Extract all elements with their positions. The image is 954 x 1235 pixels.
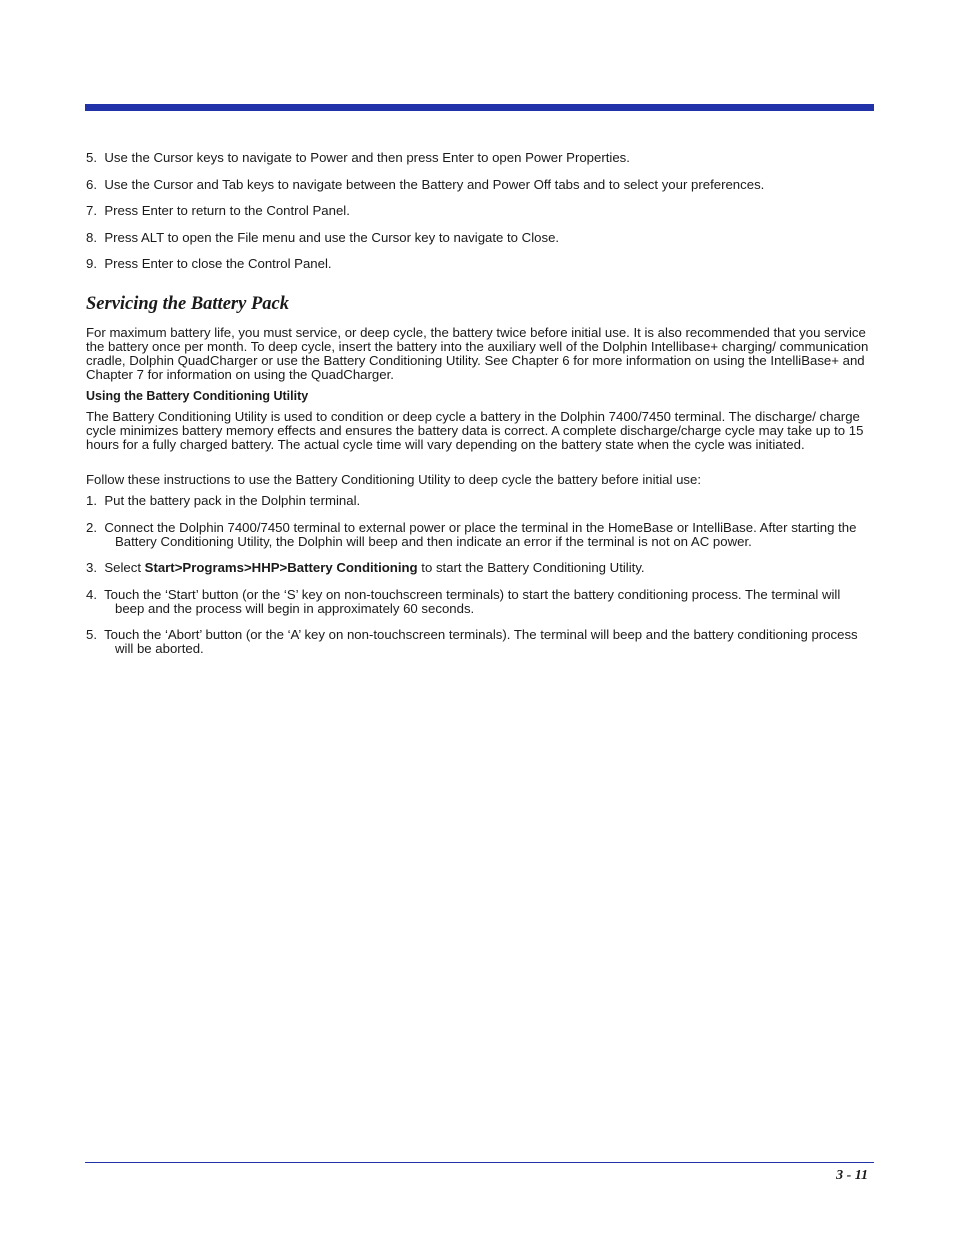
step-number: 9. [86,256,97,271]
subheading: Using the Battery Conditioning Utility [86,389,309,403]
step-9 [86,257,872,271]
step-text: Press ALT to open the File menu and use the Cursor key to navigate to Close. [104,230,560,245]
step-text: Connect the Dolphin 7400/7450 terminal to external power or place the terminal in the HomeBase or IntelliBase. After starting the Battery Conditioning Utility, the Dolphin will beep and then indicate an error if the terminal is not on AC power. [104,520,857,549]
step-number: 8. [86,230,97,245]
step-number: 5. [86,627,97,642]
step-text: Press Enter to return to the Control Panel. [104,203,350,218]
step-number: 2. [86,520,97,535]
step-5 [86,151,872,165]
step-text: Touch the ‘Start’ button (or the ‘S’ key on non-touchscreen terminals) to start the battery conditioning process. The terminal will beep and the process will begin in approximately 60 seconds. [104,587,841,616]
step-text: Use the Cursor and Tab keys to navigate between the Battery and Power Off tabs and to select your preferences. [104,177,765,192]
step-6 [86,178,872,192]
step-number: 7. [86,203,97,218]
step-text: Use the Cursor keys to navigate to Power and then press Enter to open Power Properties. [104,150,630,165]
step-number: 4. [86,587,97,602]
step-text-pre: Select [104,560,145,575]
page-number: 3 - 11 [836,1168,868,1183]
footer-rule [85,1162,874,1163]
utility-description: The Battery Conditioning Utility is used to condition or deep cycle a battery in the Dolphin 7400/7450 terminal. The discharge/ charge cycle minimizes battery memory effects and ensures the battery data is correct. A complete discharge/charge cycle may take up to 15 hours for a fully charged battery. The actual cycle time will vary depending on the battery state when the cycle was initiated. [86,409,864,452]
step-text: Press Enter to close the Control Panel. [104,256,332,271]
menu-path: Start>Programs>HHP>Battery Conditioning [144,560,418,575]
step-number: 5. [86,150,97,165]
step-number: 6. [86,177,97,192]
step-8 [86,231,872,245]
step-1 [86,494,872,508]
step-4 [86,588,872,616]
section-title: Servicing the Battery Pack [86,294,289,314]
step-number: 3. [86,560,97,575]
step-number: 1. [86,493,97,508]
instructions-intro: Follow these instructions to use the Battery Conditioning Utility to deep cycle the battery before initial use: [86,472,702,487]
step-2 [86,521,872,549]
header-rule-bar [85,104,874,111]
step-7 [86,204,872,218]
step-3 [86,561,872,575]
step-5-abort [86,628,872,656]
step-text-post: to start the Battery Conditioning Utility. [417,560,645,575]
section-intro: For maximum battery life, you must service, or deep cycle, the battery twice before initial use. It is also recommended that you service the battery once per month. To deep cycle, insert the battery into the auxiliary well of the Dolphin Intellibase+ charging/ communication cradle, Dolphin QuadCharger or use the Battery Conditioning Utility. See Chapter 6 for more information on using the IntelliBase+ and Chapter 7 for information on using the QuadCharger. [86,325,869,382]
step-text: Touch the ‘Abort’ button (or the ‘A’ key on non-touchscreen terminals). The terminal will beep and the battery conditioning process will be aborted. [104,627,858,656]
step-text: Put the battery pack in the Dolphin terminal. [104,493,361,508]
